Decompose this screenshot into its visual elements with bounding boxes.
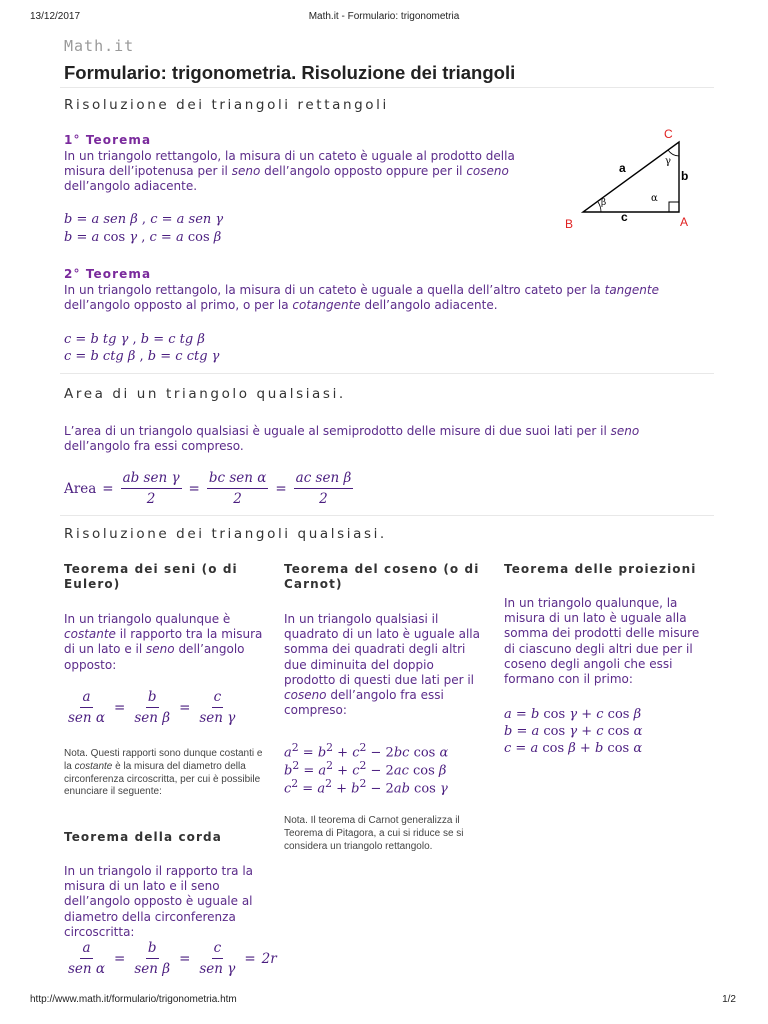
divider	[60, 87, 714, 88]
chord-theorem-formula: $\frac{a}{\text{sen α}}$ = $\frac{b}{\text{sen β}}$ = $\frac{c}{\text{sen γ}}$ = 2r	[68, 940, 277, 977]
projection-theorem-title: Teorema delle proiezioni	[504, 562, 697, 576]
law-of-cosines-formula-1: $a^2 = b^2 + c^2 - 2bc$ cos α	[284, 741, 449, 761]
print-header	[0, 11, 768, 25]
fraction: $\frac{\text{ab sen γ}}{2}$	[122, 470, 180, 507]
theorem-2-formula-1: c = b tg γ , b = c tg β	[64, 332, 205, 347]
chord-theorem-text: In un triangolo il rapporto tra la misura di un lato e il seno dell’angolo opposto è uguale al diametro della circonferenza circoscritta:	[64, 864, 253, 939]
theorem-1-title: 1° Teorema	[64, 133, 152, 147]
alpha-label: α	[651, 193, 658, 204]
section-title-right-triangles: Risoluzione dei triangoli rettangoli	[64, 97, 389, 113]
projection-formula-3: c = a cos β + b cos α	[504, 741, 643, 756]
side-c-label: c	[621, 210, 628, 224]
law-of-sines-note: Nota. Questi rapporti sono dunque costanti e la costante è la misura del diametro della circonferenza circoscritta, per cui è possibile enunciare il seguente:	[64, 748, 263, 798]
theorem-2-formula-2: c = b ctg β , b = c ctg γ	[64, 349, 220, 364]
section-title-any-triangle: Risoluzione dei triangoli qualsiasi.	[64, 526, 387, 542]
fraction: $\frac{c}{\text{sen γ}}$	[199, 689, 236, 726]
theorem-1-formula-1: b = a sen β , c = a sen γ	[64, 212, 224, 227]
fraction: $\frac{a}{\text{sen α}}$	[68, 689, 106, 726]
gamma-label: γ	[665, 156, 671, 167]
divider	[60, 515, 714, 516]
theorem-2-title: 2° Teorema	[64, 267, 152, 281]
projection-formula-1: a = b cos γ + c cos β	[504, 707, 642, 722]
law-of-cosines-note: Nota. Il teorema di Carnot generalizza il Teorema di Pitagora, a cui si riduce se si considera un triangolo rettangolo.	[284, 815, 464, 852]
fraction: $\frac{\text{ac sen β}}{2}$	[295, 470, 352, 507]
theorem-1-formula-2: b = a cos γ , c = a cos β	[64, 230, 222, 245]
print-url: http://www.math.it/formulario/trigonometria.htm	[30, 994, 237, 1005]
page-title: Formulario: trigonometria. Risoluzione dei triangoli	[64, 62, 516, 83]
side-a-label: a	[619, 161, 626, 175]
law-of-sines-formula: $\frac{a}{\text{sen α}}$ = $\frac{b}{\text{sen β}}$ = $\frac{c}{\text{sen γ}}$	[68, 689, 236, 726]
side-b-label: b	[681, 169, 689, 183]
projection-theorem-text: In un triangolo qualunque, la misura di un lato è uguale alla somma dei prodotti delle misure di ciascuno degli altri due per il coseno degli angoli che essi formano con il primo:	[504, 596, 700, 687]
area-text: L’area di un triangolo qualsiasi è uguale al semiprodotto delle misure di due suoi lati per il seno dell’angolo fra essi compreso.	[64, 424, 640, 454]
chord-theorem-title: Teorema della corda	[64, 830, 222, 844]
right-triangle-diagram	[555, 122, 705, 234]
vertex-b-label: B	[565, 217, 574, 231]
law-of-sines-title: Teorema dei seni (o di Eulero)	[64, 562, 238, 591]
theorem-2-text: In un triangolo rettangolo, la misura di un cateto è uguale a quella dell’altro cateto per la tangente dell’angolo opposto al primo, o per la cotangente dell’angolo adiacente.	[64, 283, 659, 313]
law-of-cosines-formula-3: $c^2 = a^2 + b^2 - 2ab$ cos γ	[284, 777, 448, 797]
section-title-area: Area di un triangolo qualsiasi.	[64, 386, 346, 402]
fraction: $\frac{c}{\text{sen γ}}$	[199, 940, 236, 977]
fraction: $\frac{b}{\text{sen β}}$	[134, 940, 171, 977]
beta-label: β	[601, 198, 607, 208]
fraction: $\frac{a}{\text{sen α}}$	[68, 940, 106, 977]
print-footer	[0, 994, 768, 1008]
divider	[60, 373, 714, 374]
area-formula: Area = $\frac{\text{ab sen γ}}{2}$ = $\frac{\text{bc sen α}}{2}$ = $\frac{\text{ac sen β}}{2}$	[64, 470, 352, 507]
fraction: $\frac{b}{\text{sen β}}$	[134, 689, 171, 726]
site-logo[interactable]: Math.it	[64, 37, 135, 55]
fraction: $\frac{\text{bc sen α}}{2}$	[208, 470, 267, 507]
print-date: 13/12/2017	[30, 11, 81, 22]
law-of-sines-text: In un triangolo qualunque è costante il rapporto tra la misura di un lato e il seno dell’angolo opposto:	[64, 612, 263, 672]
law-of-cosines-text: In un triangolo qualsiasi il quadrato di un lato è uguale alla somma dei quadrati degli altri due diminuita del doppio prodotto di questi due lati per il coseno dell’angolo fra essi compreso:	[284, 612, 480, 718]
law-of-cosines-formula-2: $b^2 = a^2 + c^2 - 2ac$ cos β	[284, 759, 447, 779]
right-angle-mark	[669, 202, 679, 212]
print-page-number: 1/2	[722, 994, 736, 1005]
triangle-shape	[583, 142, 679, 212]
vertex-a-label: A	[680, 215, 689, 229]
vertex-c-label: C	[664, 127, 673, 141]
print-page-title: Math.it - Formulario: trigonometria	[308, 11, 460, 22]
projection-formula-2: b = a cos γ + c cos α	[504, 724, 643, 739]
theorem-1-text: In un triangolo rettangolo, la misura di un cateto è uguale al prodotto della misura dell’ipotenusa per il seno dell’angolo opposto oppure per il coseno dell’angolo adiacente.	[64, 149, 515, 194]
law-of-cosines-title: Teorema del coseno (o di Carnot)	[284, 562, 480, 591]
